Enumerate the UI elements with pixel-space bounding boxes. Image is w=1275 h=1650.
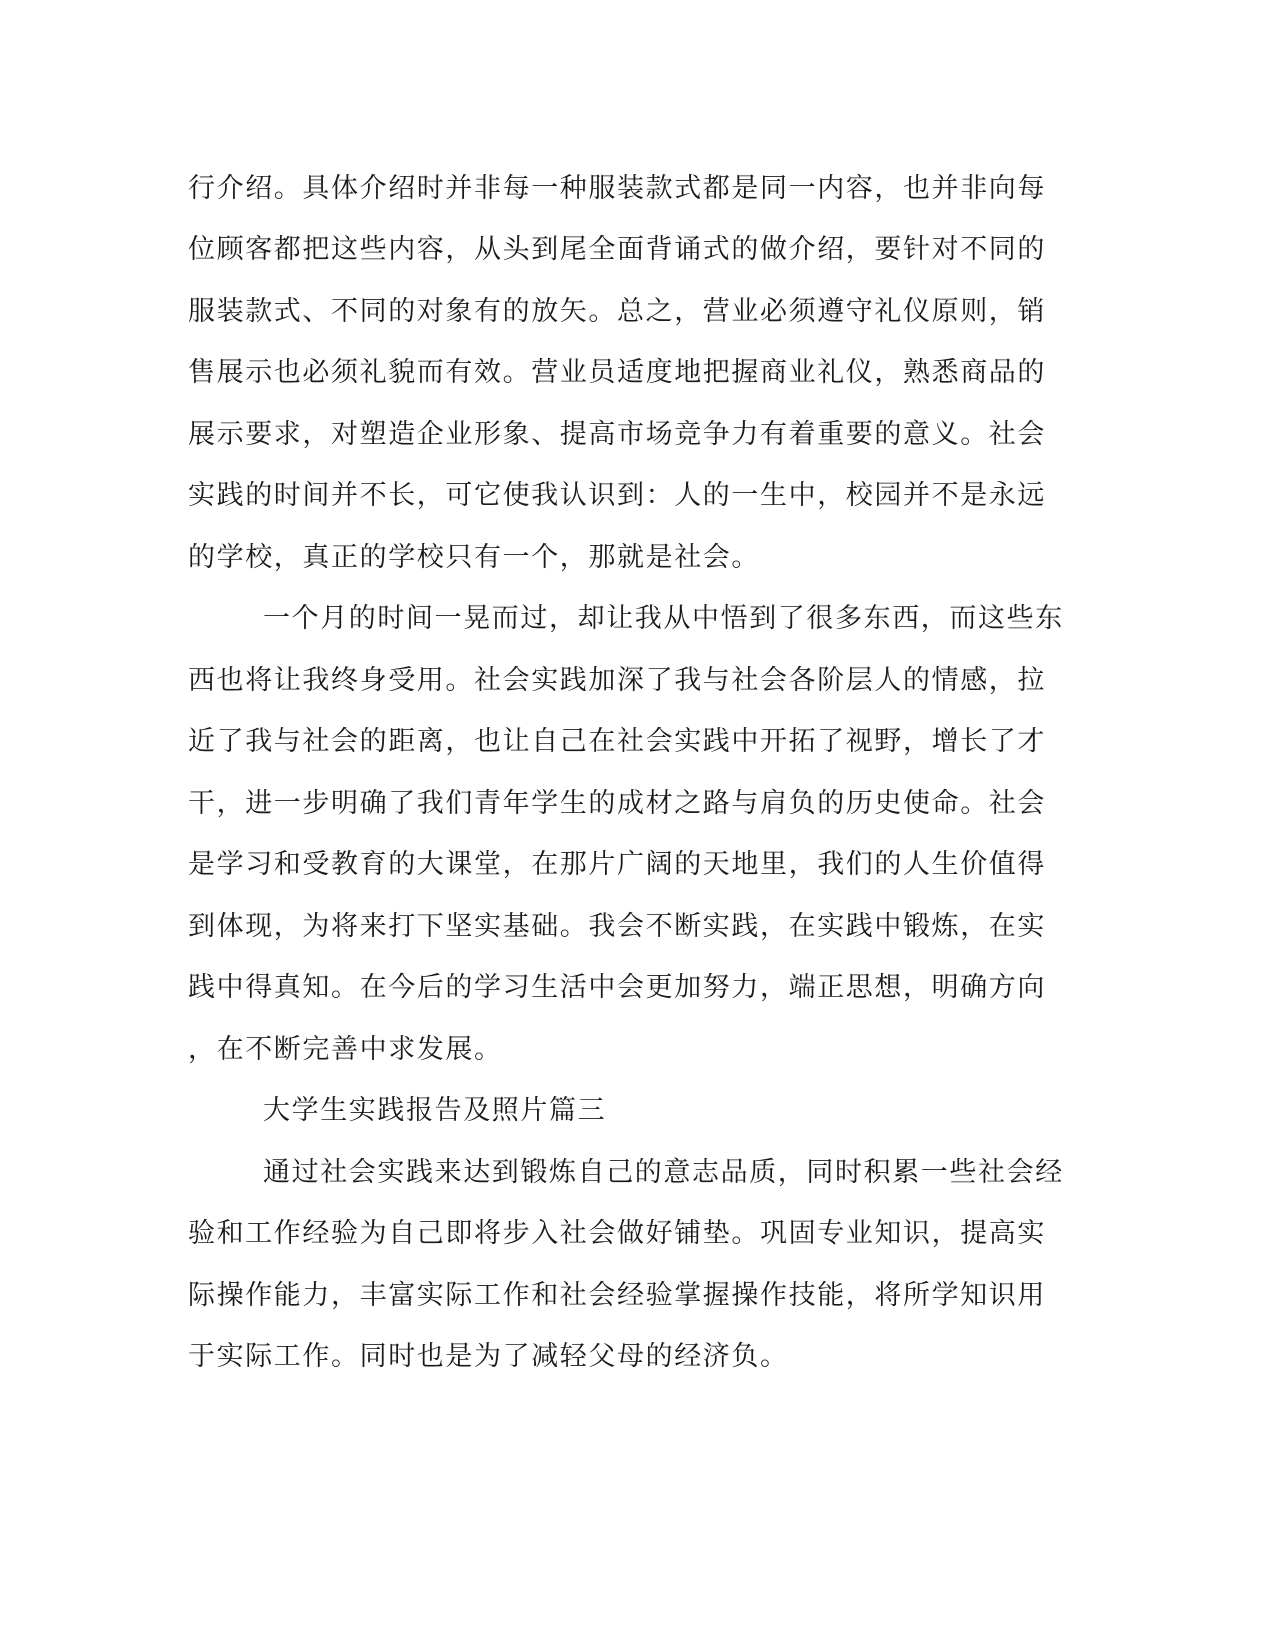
text-line: 实践的时间并不长，可它使我认识到：人的一生中，校园并不是永远 [188,480,1046,511]
text-line: 近了我与社会的距离，也让自己在社会实践中开拓了视野，增长了才 [188,726,1046,757]
text-line: 际操作能力，丰富实际工作和社会经验掌握操作技能，将所学知识用 [188,1280,1046,1311]
paragraph-start-line: 通过社会实践来达到锻炼自己的意志品质，同时积累一些社会经 [263,1157,1064,1188]
text-line: 售展示也必须礼貌而有效。营业员适度地把握商业礼仪，熟悉商品的 [188,357,1046,388]
text-line: 行介绍。具体介绍时并非每一种服装款式都是同一内容，也并非向每 [188,173,1046,204]
text-line: 践中得真知。在今后的学习生活中会更加努力，端正思想，明确方向 [188,972,1046,1003]
text-line: 到体现，为将来打下坚实基础。我会不断实践，在实践中锻炼，在实 [188,911,1046,942]
section-heading: 大学生实践报告及照片篇三 [263,1095,607,1126]
paragraph-start-line: 一个月的时间一晃而过，却让我从中悟到了很多东西，而这些东 [263,603,1064,634]
text-line: 于实际工作。同时也是为了减轻父母的经济负。 [188,1341,789,1372]
text-line: 干，进一步明确了我们青年学生的成材之路与肩负的历史使命。社会 [188,788,1046,819]
text-line: 西也将让我终身受用。社会实践加深了我与社会各阶层人的情感，拉 [188,665,1046,696]
text-line: 是学习和受教育的大课堂，在那片广阔的天地里，我们的人生价值得 [188,849,1046,880]
text-line: ，在不断完善中求发展。 [188,1034,503,1065]
text-line: 的学校，真正的学校只有一个，那就是社会。 [188,542,760,573]
text-line: 服装款式、不同的对象有的放矢。总之，营业必须遵守礼仪原则，销 [188,296,1046,327]
text-line: 验和工作经验为自己即将步入社会做好铺垫。巩固专业知识，提高实 [188,1218,1046,1249]
text-line: 展示要求，对塑造企业形象、提高市场竞争力有着重要的意义。社会 [188,419,1046,450]
text-line: 位顾客都把这些内容，从头到尾全面背诵式的做介绍，要针对不同的 [188,234,1046,265]
